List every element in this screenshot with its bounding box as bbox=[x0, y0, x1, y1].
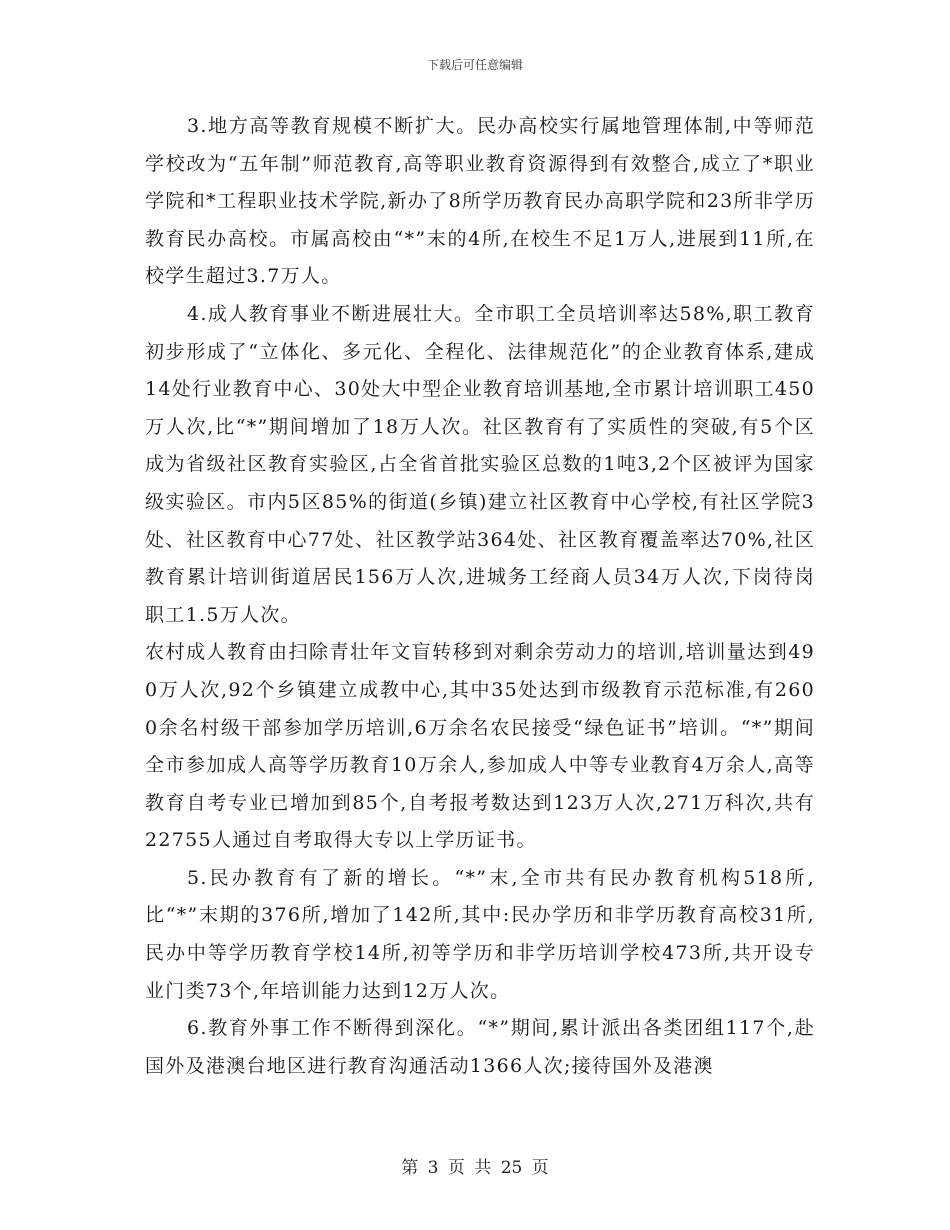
paragraph-private-education: 5.民办教育有了新的增长。“*”末,全市共有民办教育机构518所,比“*”末期的376所,增加了142所,其中:民办学历和非学历教育高校31所,民办中等学历教育学校14所,初等学历和非学历培训学校473所,共开设专业门类73个,年培训能力达到12万人次。 bbox=[145, 866, 815, 1002]
paragraph-adult-education: 4.成人教育事业不断进展壮大。全市职工全员培训率达58%,职工教育初步形成了“立体化、多元化、全程化、法律规范化”的企业教育体系,建成14处行业教育中心、30处大中型企业教育培训基地,全市累计培训职工450万人次,比“*”期间增加了18万人次。社区教育有了实质性的突破,有5个区成为省级社区教育实验区,占全省首批实验区总数的1吨3,2个区被评为国家级实验区。市内5区85%的街道(乡镇)建立社区教育中心学校,有社区学院3处、社区教育中心77处、社区教学站364处、社区教育覆盖率达70%,社区教育累计培训街道居民156万人次,进城务工经商人员34万人次,下岗待岗职工1.5万人次。 bbox=[145, 302, 815, 626]
paragraph-foreign-affairs: 6.教育外事工作不断得到深化。“*”期间,累计派出各类团组117个,赴国外及港澳台地区进行教育沟通活动1366人次;接待国外及港澳 bbox=[145, 1017, 815, 1077]
document-body bbox=[145, 108, 815, 1085]
paragraph-rural-adult-education: 农村成人教育由扫除青壮年文盲转移到对剩余劳动力的培训,培训量达到490万人次,92个乡镇建立成教中心,其中35处达到市级教育示范标准,有2600余名村级干部参加学历培训,6万余名农民接受“绿色证书”培训。“*”期间全市参加成人高等学历教育10万余人,参加成人中等专业教育4万余人,高等教育自考专业已增加到85个,自考报考数达到123万人次,271万科次,共有22755人通过自考取得大专以上学历证书。 bbox=[145, 641, 815, 852]
paragraph-higher-education: 3.地方高等教育规模不断扩大。民办高校实行属地管理体制,中等师范学校改为“五年制”师范教育,高等职业教育资源得到有效整合,成立了*职业学院和*工程职业技术学院,新办了8所学历教育民办高职学院和23所非学历教育民办高校。市属高校由“*”末的4所,在校生不足1万人,进展到11所,在校学生超过3.7万人。 bbox=[145, 115, 815, 288]
page-number-footer: 第 3 页 共 25 页 bbox=[401, 1158, 549, 1178]
page-header-note: 下载后可任意编辑 bbox=[426, 58, 523, 72]
